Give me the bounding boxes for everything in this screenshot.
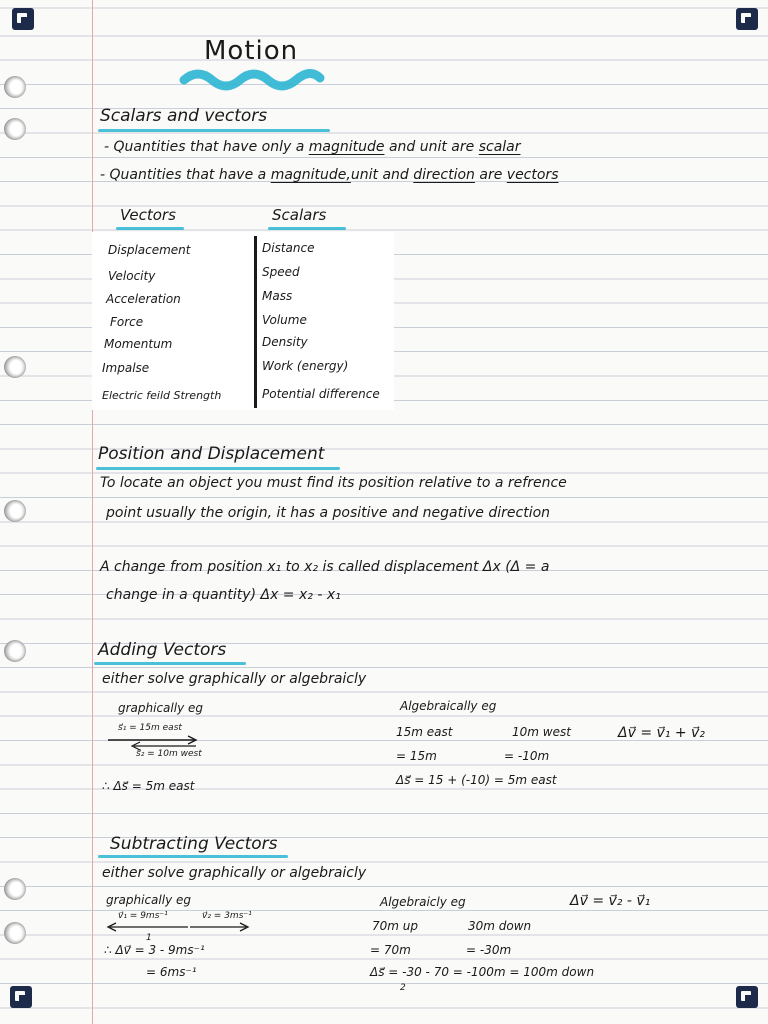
vector-item: Electric feild Strength [102, 389, 222, 402]
scalar-definition-line: - Quantities that have only a magnitude and unit are scalar [104, 139, 521, 155]
subscript: 1 [146, 933, 152, 943]
result-text: ∴ Δv⃗ = 3 - 9ms⁻¹ [104, 943, 205, 957]
vector-item: Force [110, 315, 144, 329]
alg-line: 15m east [396, 725, 453, 739]
heading-underline [94, 662, 246, 665]
body-text: change in a quantity) Δx = x₂ - x₁ [106, 587, 341, 603]
body-text: either solve graphically or algebraicly [102, 671, 367, 687]
alg-label: Algebraically eg [400, 699, 497, 713]
vector-label: s⃗₂ = 10m west [136, 749, 202, 759]
alg-line: 30m down [468, 919, 532, 933]
formula: Δv⃗ = v⃗₂ - v⃗₁ [570, 893, 651, 909]
alg-line: = -30m [466, 943, 512, 957]
section-heading-position: Position and Displacement [98, 444, 325, 464]
binder-hole-icon [4, 500, 26, 522]
vector-item: Acceleration [106, 292, 181, 306]
column-header-scalars: Scalars [272, 206, 327, 224]
vector-item: Momentum [104, 337, 173, 351]
body-text: point usually the origin, it has a positive and negative direction [106, 505, 551, 521]
alg-line: 10m west [512, 725, 571, 739]
vector-item: Displacement [108, 243, 191, 257]
binder-hole-icon [4, 118, 26, 140]
alg-line: = 70m [370, 943, 411, 957]
alg-line: = 15m [396, 749, 437, 763]
corner-mark-icon [10, 986, 32, 1008]
scalar-item: Work (energy) [262, 359, 349, 373]
alg-line: 70m up [372, 919, 418, 933]
section-heading-adding: Adding Vectors [98, 640, 227, 660]
vector-item: Impalse [102, 361, 150, 375]
page-title: Motion [204, 36, 299, 66]
vector-definition-line: - Quantities that have a magnitude,unit and direction are vectors [100, 167, 559, 183]
scalar-item: Volume [262, 313, 307, 327]
column-header-vectors: Vectors [120, 206, 176, 224]
vector-label: s⃗₁ = 15m east [118, 723, 182, 733]
binder-hole-icon [4, 356, 26, 378]
scalar-item: Speed [262, 265, 300, 279]
section-heading-scalars-vectors: Scalars and vectors [100, 106, 268, 126]
binder-hole-icon [4, 878, 26, 900]
title-squiggle [180, 68, 330, 90]
heading-underline [98, 855, 288, 858]
heading-underline [96, 467, 340, 470]
heading-underline [116, 227, 184, 230]
binder-hole-icon [4, 76, 26, 98]
alg-label: Algebraicly eg [380, 895, 466, 909]
result-text: = 6ms⁻¹ [146, 965, 197, 979]
binder-hole-icon [4, 922, 26, 944]
corner-mark-icon [12, 8, 34, 30]
body-text: either solve graphically or algebraicly [102, 865, 367, 881]
result-text: ∴ Δs⃗ = 5m east [102, 779, 195, 793]
scalar-item: Mass [262, 289, 293, 303]
vector-item: Velocity [108, 269, 156, 283]
body-text: A change from position x₁ to x₂ is called displacement Δx (Δ = a [100, 559, 550, 575]
scalar-item: Potential difference [262, 387, 380, 401]
scalar-item: Density [262, 335, 308, 349]
body-text: To locate an object you must find its position relative to a refrence [100, 475, 567, 491]
subscript: 2 [400, 983, 406, 993]
alg-line: Δs⃗ = 15 + (-10) = 5m east [396, 773, 557, 787]
graph-label: graphically eg [118, 701, 203, 715]
scalar-item: Distance [262, 241, 315, 255]
heading-underline [98, 129, 330, 132]
binder-hole-icon [4, 640, 26, 662]
corner-mark-icon [736, 986, 758, 1008]
vector-diagram [106, 922, 256, 934]
table-divider [254, 236, 257, 408]
vector-label: v⃗₂ = 3ms⁻¹ [202, 911, 252, 921]
graph-label: graphically eg [106, 893, 191, 907]
section-heading-subtracting: Subtracting Vectors [110, 834, 278, 854]
heading-underline [268, 227, 346, 230]
vector-label: v⃗₁ = 9ms⁻¹ [118, 911, 168, 921]
corner-mark-icon [736, 8, 758, 30]
alg-line: Δs⃗ = -30 - 70 = -100m = 100m down [370, 965, 595, 979]
margin-line [92, 0, 93, 1024]
formula: Δv⃗ = v⃗₁ + v⃗₂ [618, 725, 705, 741]
alg-line: = -10m [504, 749, 550, 763]
